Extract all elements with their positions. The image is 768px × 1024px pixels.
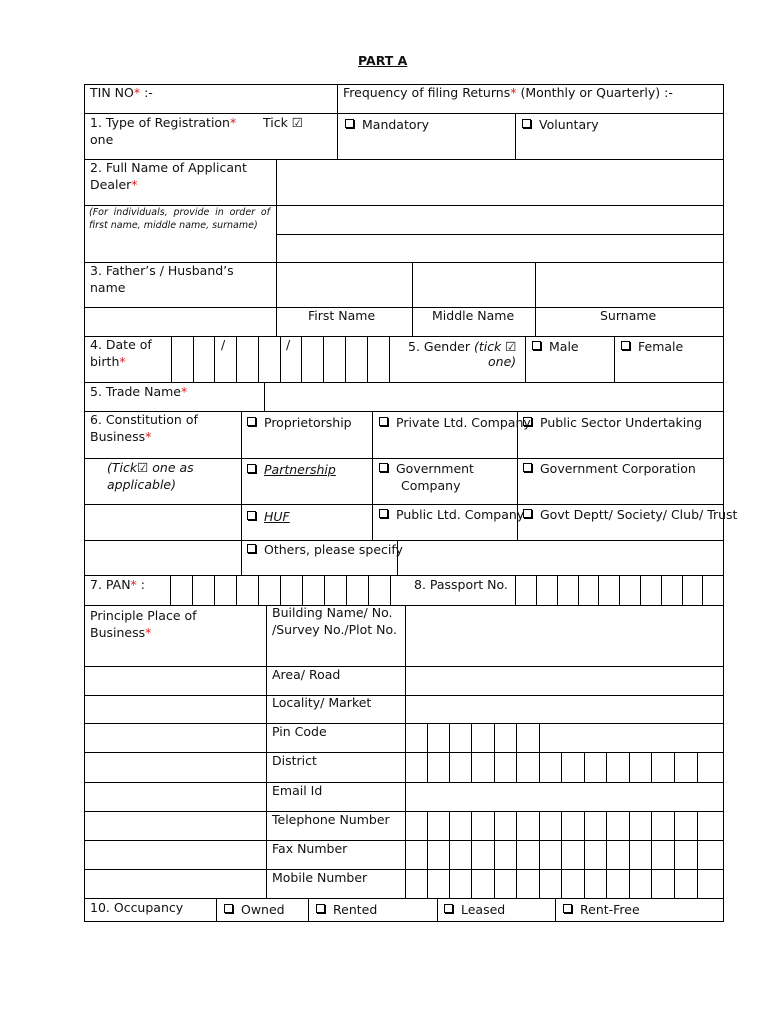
- government-company-checkbox[interactable]: [379, 463, 388, 472]
- trade-name-label: 5. Trade Name*: [90, 384, 188, 399]
- building-name-label: Building Name/ No. /Survey No./Plot No.: [272, 605, 397, 637]
- mobile-number-label: Mobile Number: [272, 870, 368, 885]
- business-place-label: Principle Place of Business*: [90, 608, 197, 640]
- public-sector-checkbox[interactable]: [523, 417, 532, 426]
- applicant-name-field-3[interactable]: [277, 235, 722, 261]
- female-option[interactable]: Female: [621, 338, 683, 355]
- others-option[interactable]: Others, please specify: [247, 541, 411, 558]
- applicant-name-field[interactable]: [276, 160, 722, 204]
- rent-free-checkbox[interactable]: [563, 904, 572, 913]
- male-checkbox[interactable]: [532, 341, 541, 350]
- proprietorship-checkbox[interactable]: [247, 417, 256, 426]
- pan-label: 7. PAN* :: [90, 577, 145, 592]
- huf-checkbox[interactable]: [247, 511, 256, 520]
- first-name-caption: First Name: [308, 308, 376, 323]
- district-label: District: [272, 753, 317, 768]
- private-ltd-checkbox[interactable]: [379, 417, 388, 426]
- owned-option[interactable]: Owned: [224, 901, 285, 918]
- others-checkbox[interactable]: [247, 544, 256, 553]
- applicant-name-label-line1: 2. Full Name of Applicant: [90, 160, 247, 175]
- government-corporation-option[interactable]: Government Corporation: [523, 460, 696, 477]
- registration-type-label: 1. Type of Registration*: [90, 115, 237, 130]
- leased-checkbox[interactable]: [444, 904, 453, 913]
- registration-tick-note: Tick ☑: [263, 115, 304, 130]
- leased-option[interactable]: Leased: [444, 901, 505, 918]
- dob-separator-1: /: [221, 337, 226, 352]
- pin-code-label: Pin Code: [272, 724, 327, 739]
- rent-free-option[interactable]: Rent-Free: [563, 901, 640, 918]
- name-order-note: (For individuals, provide in order of first name, middle name, surname): [89, 207, 270, 231]
- voluntary-checkbox[interactable]: [522, 119, 531, 128]
- constitution-label: 6. Constitution of Business*: [90, 412, 198, 444]
- government-corporation-checkbox[interactable]: [523, 463, 532, 472]
- page-title: PART A: [358, 53, 408, 68]
- dob-label-line1: 4. Date of: [90, 337, 152, 352]
- others-specify-field[interactable]: [398, 541, 722, 574]
- government-company-option[interactable]: Government Company: [379, 460, 533, 494]
- gender-one-note: one): [488, 354, 517, 369]
- govt-deptt-option[interactable]: Govt Deptt/ Society/ Club/ Trust: [523, 506, 739, 523]
- partnership-checkbox[interactable]: [247, 464, 256, 473]
- rented-option[interactable]: Rented: [316, 901, 377, 918]
- frequency-label: Frequency of filing Returns* (Monthly or Quarterly) :-: [343, 85, 673, 100]
- registration-one-note: one: [90, 132, 114, 147]
- father-surname-field[interactable]: [536, 263, 722, 306]
- telephone-number-label: Telephone Number: [272, 812, 390, 827]
- father-first-name-field[interactable]: [277, 263, 411, 306]
- huf-option[interactable]: HUF: [247, 508, 290, 525]
- area-road-label: Area/ Road: [272, 667, 341, 682]
- public-ltd-checkbox[interactable]: [379, 509, 388, 518]
- applicant-name-field-2[interactable]: [277, 206, 722, 233]
- mandatory-checkbox[interactable]: [345, 119, 354, 128]
- public-ltd-option[interactable]: Public Ltd. Company: [379, 506, 533, 523]
- govt-deptt-checkbox[interactable]: [523, 509, 532, 518]
- voluntary-option[interactable]: Voluntary: [522, 116, 599, 133]
- father-husband-label: 3. Father’s / Husband’s name: [90, 263, 234, 295]
- constitution-note: (Tick☑ one as applicable): [107, 460, 194, 492]
- applicant-name-label-line2: Dealer*: [90, 177, 138, 192]
- public-sector-option[interactable]: Public Sector Undertaking: [523, 414, 702, 431]
- partnership-option[interactable]: Partnership: [247, 461, 336, 478]
- male-option[interactable]: Male: [532, 338, 579, 355]
- private-ltd-option[interactable]: Private Ltd. Company: [379, 414, 533, 431]
- email-id-label: Email Id: [272, 783, 323, 798]
- surname-caption: Surname: [600, 308, 657, 323]
- tin-label: TIN NO* :-: [90, 85, 153, 100]
- mandatory-option[interactable]: Mandatory: [345, 116, 429, 133]
- dob-separator-2: /: [286, 337, 291, 352]
- female-checkbox[interactable]: [621, 341, 630, 350]
- father-middle-name-field[interactable]: [413, 263, 534, 306]
- occupancy-label: 10. Occupancy: [90, 900, 184, 915]
- rented-checkbox[interactable]: [316, 904, 325, 913]
- proprietorship-option[interactable]: Proprietorship: [247, 414, 352, 431]
- dob-label-line2: birth*: [90, 354, 126, 369]
- middle-name-caption: Middle Name: [432, 308, 515, 323]
- owned-checkbox[interactable]: [224, 904, 233, 913]
- passport-label: 8. Passport No.: [414, 577, 508, 592]
- fax-number-label: Fax Number: [272, 841, 348, 856]
- trade-name-field[interactable]: [265, 383, 722, 410]
- gender-label: 5. Gender (tick ☑: [408, 339, 517, 354]
- locality-market-label: Locality/ Market: [272, 695, 372, 710]
